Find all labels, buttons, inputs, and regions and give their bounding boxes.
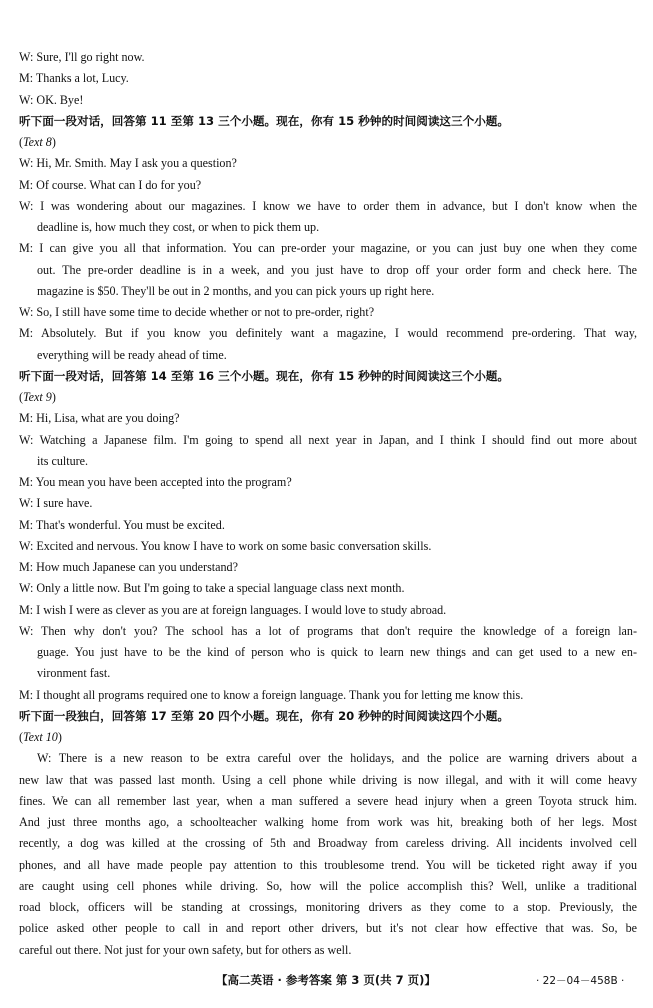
dialogue-line-continued: deadline is, how much they cost, or when to pick them up.: [37, 220, 320, 234]
dialogue-line: W: Then why don't you? The school has a lot of programs that don't require the knowledge of a foreign lan-: [19, 623, 637, 638]
dialogue-line-continued: vironment fast.: [37, 666, 111, 681]
dialogue-line: W: I was wondering about our magazines. I know we have to order them in advance, but I don't know when the: [19, 198, 637, 213]
dialogue-line: careful out there. Not just for your own safety, but for others as well.: [19, 942, 352, 957]
dialogue-line: police asked other people to call in and report other drivers, but it's not clear how effective that was. So, be: [19, 921, 637, 936]
dialogue-line: W: Only a little now. But I'm going to take a special language class next month.: [19, 581, 405, 596]
footer-doc-code: · 22－04－458B ·: [536, 975, 625, 987]
dialogue-line: M: Thanks a lot, Lucy.: [19, 71, 129, 86]
dialogue-line-continued: out. The pre-order deadline is in a week, and you just have to drop off your order form and check here. The: [37, 262, 637, 277]
dialogue-line-continued: everything will be ready ahead of time.: [37, 347, 227, 362]
section-instruction: 听下面一段独白，回答第 17 至第 20 四个小题。现在，你有 20 秒钟的时间阅读这四个小题。: [19, 708, 509, 723]
dialogue-line: And just three months ago, a schoolteacher walking home from work was hit, breaking both of her legs. Most: [19, 815, 637, 829]
text-label: (Text 10): [19, 730, 62, 744]
dialogue-line: phones, and all have made people pay attention to this troublesome trend. You will be ticketed right away if you: [19, 857, 637, 872]
text-label: (Text 9): [19, 390, 56, 404]
dialogue-line: W: Excited and nervous. You know I have to work on some basic conversation skills.: [19, 538, 432, 553]
dialogue-line-continued: guage. You just have to be the kind of person who is quick to learn new things and can get used to a new en-: [37, 645, 637, 659]
dialogue-line: new law that was passed last month. Using a cell phone while driving is now illegal, and with it will come heavy: [19, 772, 637, 787]
dialogue-line: W: So, I still have some time to decide whether or not to pre-order, right?: [19, 305, 375, 319]
dialogue-line: M: I can give you all that information. You can pre-order your magazine, or you can just buy one when they come: [19, 241, 637, 256]
text-label: (Text 8): [19, 135, 56, 149]
section-instruction: 听下面一段对话，回答第 11 至第 13 三个小题。现在，你有 15 秒钟的时间阅读这三个小题。: [19, 113, 509, 128]
dialogue-line: W: Hi, Mr. Smith. May I ask you a question?: [19, 156, 237, 171]
dialogue-line: fines. We can all remember last year, when a man suffered a severe head injury when a green Toyota struck him.: [19, 793, 637, 808]
dialogue-line: M: I thought all programs required one to know a foreign language. Thank you for letting me know this.: [19, 687, 524, 702]
dialogue-line: W: I sure have.: [19, 496, 93, 511]
dialogue-line: W: OK. Bye!: [19, 92, 84, 107]
dialogue-line: W: Watching a Japanese film. I'm going to spend all next year in Japan, and I think I should find out more about: [19, 432, 637, 447]
dialogue-line: M: Hi, Lisa, what are you doing?: [19, 411, 180, 426]
dialogue-line: road block, officers will be standing at crossings, monitoring drivers as they come to a stop. Previously, the: [19, 900, 637, 914]
dialogue-line: M: Absolutely. But if you know you definitely want a magazine, I would recommend pre-ordering. That way,: [19, 326, 637, 341]
dialogue-line: M: That's wonderful. You must be excited.: [19, 517, 225, 532]
page-footer: [0, 970, 653, 992]
dialogue-line-continued: its culture.: [37, 453, 89, 468]
dialogue-line-continued: magazine is $50. They'll be out in 2 months, and you can pick yours up right here.: [37, 283, 435, 298]
footer-page-info: 【高二英语 · 参考答案 第 3 页(共 7 页)】: [216, 973, 436, 987]
dialogue-line: W: Sure, I'll go right now.: [19, 50, 145, 64]
section-instruction: 听下面一段对话，回答第 14 至第 16 三个小题。现在，你有 15 秒钟的时间阅读这三个小题。: [19, 368, 509, 383]
dialogue-line: recently, a dog was killed at the crossing of 5th and Broadway from careless driving. All incidents involved cell: [19, 836, 637, 851]
dialogue-line: M: I wish I were as clever as you are at foreign languages. I would love to study abroad.: [19, 602, 447, 617]
dialogue-line: M: How much Japanese can you understand?: [19, 560, 238, 574]
dialogue-line: are caught using cell phones while driving. So, how will the police accomplish this? Well, unlike a traditional: [19, 878, 637, 893]
dialogue-line: M: You mean you have been accepted into the program?: [19, 475, 292, 489]
monologue-line: W: There is a new reason to be extra careful over the holidays, and the police are warning drivers about a: [37, 751, 637, 766]
dialogue-line: M: Of course. What can I do for you?: [19, 177, 202, 192]
